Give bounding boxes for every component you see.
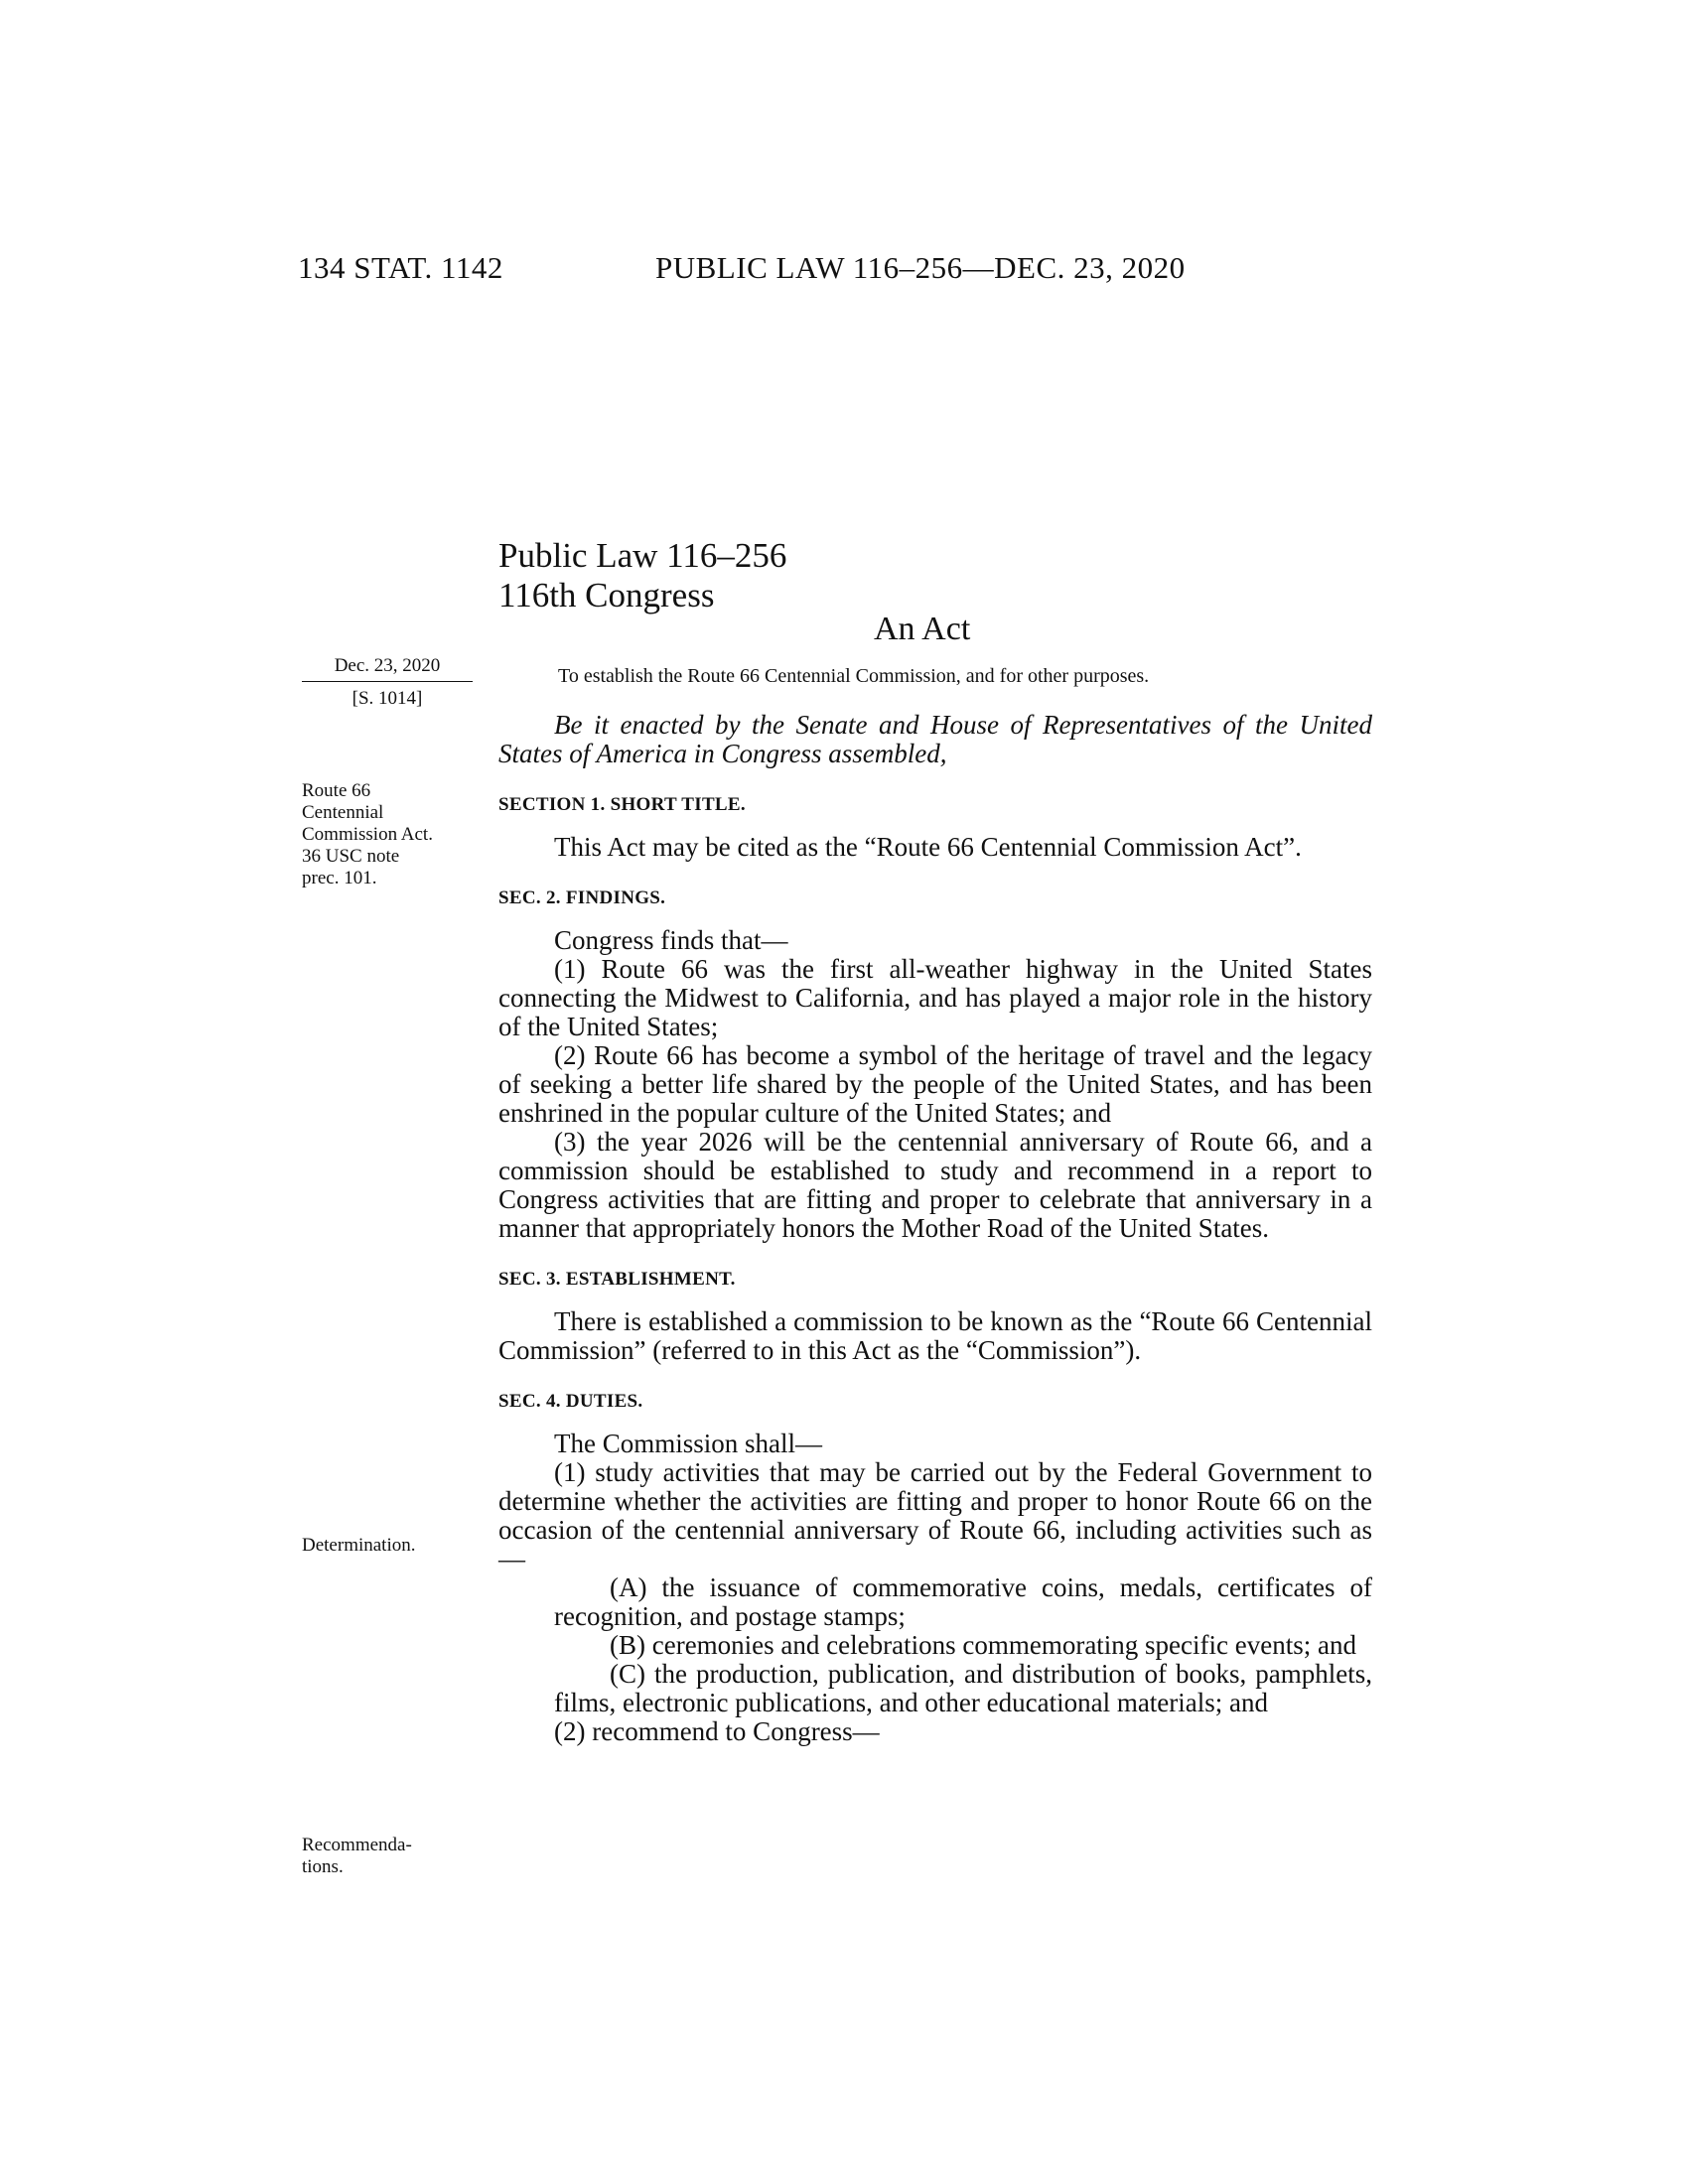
law-number: Public Law 116–256 [498, 536, 787, 575]
margin-note-short-title [302, 780, 481, 889]
margin-date: Dec. 23, 2020 [302, 655, 473, 682]
section-2-paragraph-2: (2) Route 66 has become a symbol of the heritage of travel and the legacy of seeking a better life shared by the people of the United States, and has been enshrined in the popular culture of the United States; and [498, 1040, 1372, 1128]
margin-note-determination: Determination. [302, 1535, 416, 1556]
section-4-subparagraph-A: (A) the issuance of commemorative coins, medals, certificates of recognition, and postage stamps; [554, 1572, 1372, 1631]
margin-date-block [302, 655, 473, 710]
stat-page-number: 134 STAT. 1142 [298, 250, 503, 285]
section-4-paragraph-2: (2) recommend to Congress— [554, 1716, 880, 1746]
section-2-paragraph-1: (1) Route 66 was the first all-weather highway in the United States connecting the Midwest to California, and has played a major role in the history of the United States; [498, 954, 1372, 1041]
margin-note-recommendations [302, 1835, 481, 1878]
law-title-block [498, 536, 786, 615]
margin-note-line: prec. 101. [302, 868, 377, 888]
act-heading: An Act [874, 611, 971, 647]
section-2-heading: SEC. 2. FINDINGS. [498, 887, 666, 908]
section-3-heading: SEC. 3. ESTABLISHMENT. [498, 1269, 736, 1290]
margin-note-line: Route 66 [302, 780, 371, 801]
act-body [498, 711, 1372, 1746]
section-4-subparagraph-B: (B) ceremonies and celebrations commemorating specific events; and [610, 1630, 1356, 1660]
section-3-text: There is established a commission to be known as the “Route 66 Centennial Commission” (referred to in this Act as the “Commission”). [498, 1306, 1372, 1365]
enacting-clause: Be it enacted by the Senate and House of Representatives of the United States of America in Congress assembled, [498, 710, 1372, 768]
running-head: PUBLIC LAW 116–256—DEC. 23, 2020 [655, 250, 1186, 285]
margin-note-line: Recommenda- [302, 1835, 412, 1855]
margin-note-line: tions. [302, 1856, 344, 1877]
act-purpose: To establish the Route 66 Centennial Commission, and for other purposes. [558, 665, 1150, 687]
margin-note-line: Commission Act. [302, 824, 433, 845]
margin-bill-number: [S. 1014] [352, 688, 423, 709]
section-1-text: This Act may be cited as the “Route 66 Centennial Commission Act”. [554, 832, 1302, 862]
section-4-paragraph-1: (1) study activities that may be carried out by the Federal Government to determine whether the activities are fitting and proper to honor Route 66 on the occasion of the centennial anniversary of Route 66, including activities such as— [498, 1457, 1372, 1573]
section-1-heading: SECTION 1. SHORT TITLE. [498, 794, 746, 815]
section-2-intro: Congress finds that— [554, 925, 788, 955]
margin-note-line: 36 USC note [302, 846, 400, 867]
congress-number: 116th Congress [498, 576, 715, 614]
section-4-heading: SEC. 4. DUTIES. [498, 1391, 643, 1412]
section-4-subparagraph-C: (C) the production, publication, and distribution of books, pamphlets, films, electronic publications, and other educational materials; and [554, 1659, 1372, 1717]
section-2-paragraph-3: (3) the year 2026 will be the centennial anniversary of Route 66, and a commission should be established to study and recommend in a report to Congress activities that are fitting and proper to celebrate that anniversary in a manner that appropriately honors the Mother Road of the United States. [498, 1127, 1372, 1243]
section-4-intro: The Commission shall— [554, 1429, 822, 1458]
margin-note-line: Centennial [302, 802, 384, 823]
